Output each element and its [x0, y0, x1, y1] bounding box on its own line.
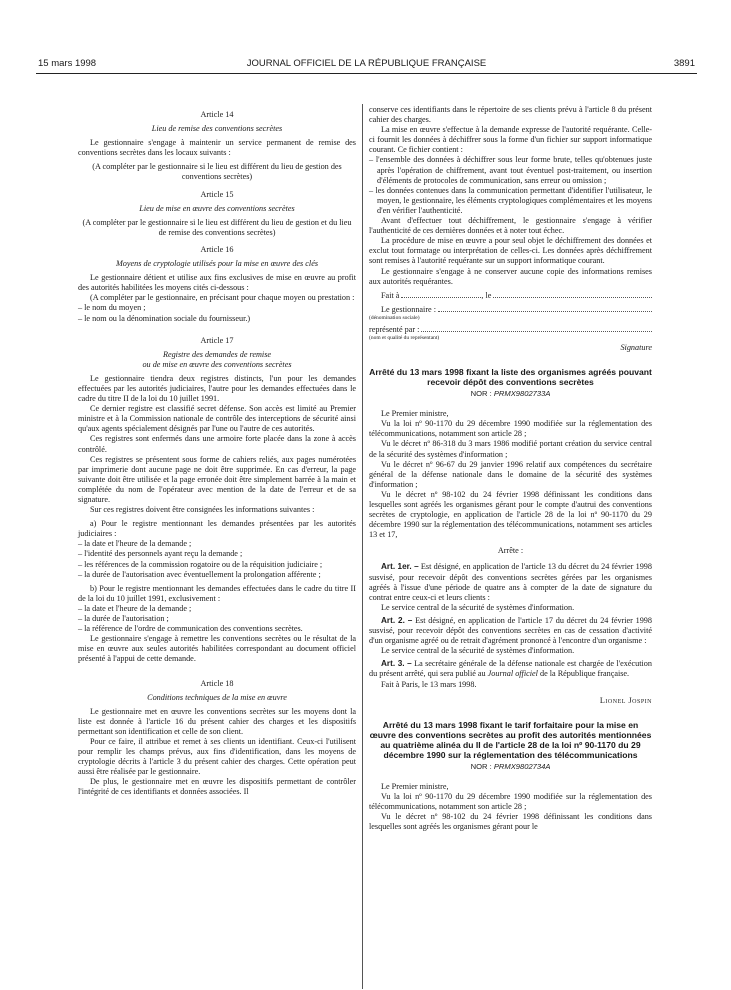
article-18-subtitle: Conditions techniques de la mise en œuvre: [147, 692, 287, 702]
paragraph: Pour ce faire, il attribue et remet à ses clients un identifiant. Ceux-ci l'utilisent pour remplir les champs prévus, aux fins d'identification, dans les moyens de cryptologie décrits à l'article 3 du présent cahier des charges. Cette opération peut aussi être réalisée par le gestionnaire.: [78, 736, 356, 777]
represente-label: représenté par :: [369, 324, 420, 334]
signature-label: Signature: [620, 342, 652, 352]
nor-label: NOR :: [470, 761, 492, 771]
paragraph: (A compléter par le gestionnaire si le lieu est différent du lieu de gestion des conventions secrètes): [92, 162, 342, 182]
article-15-title: Article 15: [200, 189, 234, 199]
paragraph: Le gestionnaire s'engage à remettre les conventions secrètes ou le résultat de la mise en œuvre aux seules autorités habilitées correspondant au document officiel présenté à l'appui de cette demande.: [78, 634, 356, 664]
list-item: – les références de la commission rogatoire ou de la réquisition judiciaire ;: [78, 559, 323, 569]
right-column: [369, 105, 652, 832]
gestionnaire-note: (dénomination sociale): [369, 314, 420, 321]
arrete-heading: Arrête :: [497, 546, 524, 556]
article-14-title: Article 14: [200, 110, 234, 119]
paragraph: Le gestionnaire met en œuvre les conventions secrètes sur les moyens dont la liste est donnée à l'article 16 du présent cahier des charges et les dispositifs permettant son identification et celle de son client.: [78, 706, 356, 736]
paragraph: Vu le décret nº 98-102 du 24 février 1998 définissant les conditions dans lesquelles sont agréés les organismes gérant pour le compte d'autrui des conventions secrètes de cryptologie, en application de l'article 28 de la loi nº 90-1170 du 29 décembre 1990 sur la réglementation des télécommunications, notamment ses articles 13 et 17,: [369, 489, 652, 540]
paragraph: Vu la loi nº 90-1170 du 29 décembre 1990 modifiée sur la réglementation des télécommunications, notamment son article 28 ;: [369, 419, 652, 439]
page-number: 3891: [673, 58, 695, 69]
article-1-text: Est désigné, en application de l'article 13 du décret du 24 février 1998 susvisé, pour recevoir dépôt des conventions secrètes gérées par les organismes agréés à l'issue d'une période de quatre ans à compter de la date de signature du contrat entre ceux-ci et leurs clients :: [369, 562, 652, 602]
gestionnaire-label: Le gestionnaire :: [381, 304, 437, 314]
paragraph: Ces registres se présentent sous forme de cahiers reliés, aux pages numérotées par imprimerie dont aucune page ne doit être supprimée. En cas d'erreur, la page suivante doit être utilisée et la page erronée doit être simplement barrée à la main et complétée du nom de l'opérateur avec mention de la date de l'erreur et de sa signature.: [78, 454, 356, 504]
paragraph: Le gestionnaire détient et utilise aux fins exclusives de mise en œuvre au profit des autorités habilitées les moyens cités ci-dessous :: [78, 273, 356, 293]
paragraph: conserve ces identifiants dans le répertoire de ses clients prévu à l'article 8 du présent cahier des charges.: [369, 105, 652, 125]
article-17-title: Article 17: [200, 335, 234, 345]
paragraph: (A compléter par le gestionnaire si le lieu est différent du lieu de gestion et du lieu de remise des conventions secrètes): [82, 217, 352, 237]
column-divider: [362, 104, 363, 989]
header-date: 15 mars 1998: [38, 58, 97, 69]
list-item: – la référence de l'ordre de communication des conventions secrètes.: [78, 624, 303, 634]
article-3-text: La secrétaire générale de la défense nationale est chargée de l'exécution du présent arrêté, qui sera publié au: [369, 659, 652, 679]
article-1-label: Art. 1er. –: [381, 562, 419, 572]
fait-a-line: [369, 290, 652, 301]
paragraph: Le service central de la sécurité de systèmes d'information.: [381, 602, 575, 612]
paragraph: De plus, le gestionnaire met en œuvre les dispositifs permettant de contrôler l'intégrité de ces identifiants et données associées. Il: [78, 777, 356, 797]
article-2-text: Est désigné, en application de l'article 17 du décret du 24 février 1998 susvisé, pour recevoir dépôt des conventions secrètes en cas de cessation d'activité d'un organisme agréé ou de retrait d'agrément prononcé à l'encontre d'un organisme :: [369, 615, 652, 646]
paragraph: Vu la loi nº 90-1170 du 29 décembre 1990 modifiée sur la réglementation des télécommunications, notamment son article 28 ;: [369, 791, 652, 811]
paragraph: Le gestionnaire s'engage à ne conserver aucune copie des informations remises aux autorités requérantes.: [369, 266, 652, 286]
paragraph: (A compléter par le gestionnaire, en précisant pour chaque moyen ou prestation :: [90, 293, 355, 303]
decree-2-nor: [369, 762, 652, 772]
paragraph: Vu le décret nº 96-67 du 29 janvier 1996 relatif aux compétences du secrétaire général de la défense nationale dans le domaine de la sécurité des systèmes d'information ;: [369, 459, 652, 489]
article-18-title: Article 18: [200, 678, 234, 688]
nor-label: NOR :: [470, 389, 492, 399]
signatory-name: Lionel Jospin: [599, 695, 652, 705]
paragraph: La procédure de mise en œuvre a pour seul objet le déchiffrement des données et exclut tout formatage ou interprétation de celles-ci. Les données après déchiffrement sont remises à l'autorité requérante sur un support informatique courant.: [369, 236, 652, 266]
paragraph: La mise en œuvre s'effectue à la demande expresse de l'autorité requérante. Celle-ci fournit les données à déchiffrer sous la forme d'un fichier sur support informatique courant. Ce fichier contient :: [369, 125, 652, 155]
represente-note: (nom et qualité du représentant): [369, 334, 440, 341]
paragraph: a) Pour le registre mentionnant les demandes présentées par les autorités judiciaires :: [78, 519, 356, 539]
list-item: – l'identité des personnels ayant reçu la demande ;: [78, 549, 243, 559]
article-16-subtitle: Moyens de cryptologie utilisés pour la mise en œuvre des clés: [115, 259, 319, 269]
article-14-subtitle: Lieu de remise des conventions secrètes: [151, 124, 283, 134]
header-rule: [36, 73, 697, 74]
represente-line: [369, 324, 652, 335]
fait-a-label: Fait à: [381, 290, 400, 300]
journal-officiel-ref: Journal officiel: [487, 669, 538, 679]
left-column: [78, 103, 356, 798]
paragraph: Vu le décret nº 98-102 du 24 février 1998 définissant les conditions dans lesquelles sont agréés les organismes gérant pour le: [369, 812, 652, 832]
article-3-text-end: de la République française.: [539, 669, 630, 679]
paragraph: Fait à Paris, le 13 mars 1998.: [381, 679, 477, 689]
paragraph: Ces registres sont enfermés dans une armoire forte placée dans la zone à accès contrôlé.: [78, 434, 356, 454]
article-16-title: Article 16: [200, 244, 234, 254]
decree-1-nor: [369, 389, 652, 399]
article-2-label: Art. 2. –: [381, 615, 413, 625]
paragraph: b) Pour le registre mentionnant les demandes effectuées dans le cadre du titre II de la loi du 10 juillet 1991, exclusivement :: [78, 583, 356, 603]
list-item: – la durée de l'autorisation ;: [78, 614, 169, 624]
paragraph: Ce dernier registre est classifié secret défense. Son accès est limité au Premier ministre et à la Commission nationale de contrôle des interceptions de sécurité ainsi qu'aux agents spécialement désignés par l'une ou l'autre de ces autorités.: [78, 404, 356, 434]
paragraph: Le gestionnaire s'engage à maintenir un service permanent de remise des conventions secrètes dans les locaux suivants :: [78, 138, 356, 158]
article-1: [369, 562, 652, 602]
paragraph: Vu le décret nº 86-318 du 3 mars 1986 modifié portant création du service central de la sécurité des systèmes d'information ;: [369, 439, 652, 459]
article-3-label: Art. 3. –: [381, 659, 412, 669]
list-item: – les données contenues dans la communication permettant d'identifier l'utilisateur, le moyen, le gestionnaire, les éléments cryptologiques complémentaires et les moyens d'en vérifier l'authenticité.: [369, 185, 652, 215]
page-header: [38, 58, 695, 72]
journal-title: JOURNAL OFFICIEL DE LA RÉPUBLIQUE FRANÇAISE: [246, 58, 487, 69]
paragraph: Le Premier ministre,: [381, 409, 449, 419]
list-item: – la date et l'heure de la demande ;: [78, 603, 192, 613]
paragraph: Sur ces registres doivent être consignées les informations suivantes :: [90, 505, 315, 515]
nor-code: PRMX9802733A: [493, 389, 551, 399]
article-17-subtitle: Registre des demandes de remise: [162, 349, 272, 359]
decree-1-title: Arrêté du 13 mars 1998 fixant la liste des organismes agréés pouvant recevoir dépôt des conventions secrètes: [369, 367, 652, 388]
paragraph: Le gestionnaire tiendra deux registres distincts, l'un pour les demandes effectuées par les autorités judiciaires, l'autre pour les demandes effectuées dans le cadre du titre II de la loi du 10 juillet 1991.: [78, 373, 356, 404]
le-label: , le: [481, 290, 492, 300]
list-item: – le nom du moyen ;: [78, 303, 146, 313]
list-item: – le nom ou la dénomination sociale du fournisseur.): [78, 313, 251, 323]
list-item: – la date et l'heure de la demande ;: [78, 539, 192, 549]
list-item: – l'ensemble des données à déchiffrer sous leur forme brute, telles qu'obtenues juste après l'opération de chiffrement, avant tout éventuel post-traitement, ou insertion d'éléments de protocoles de communication, sans erreur ou omission ;: [369, 155, 652, 185]
decree-2-title: Arrêté du 13 mars 1998 fixant le tarif forfaitaire pour la mise en œuvre des conventions secrètes au profit des autorités mentionnées au quatrième alinéa du II de l'article 28 de la loi nº 90-1170 du 29 décembre 1990 sur la réglementation des télécommunications: [369, 719, 652, 760]
nor-code: PRMX9802734A: [493, 761, 551, 771]
article-3: [369, 659, 652, 679]
article-15-subtitle: Lieu de mise en œuvre des conventions secrètes: [139, 203, 295, 213]
article-17-subtitle-2: ou de mise en œuvre des conventions secrètes: [142, 359, 292, 369]
list-item: – la durée de l'autorisation avec éventuellement la prolongation afférente ;: [78, 569, 321, 579]
paragraph: Le Premier ministre,: [381, 781, 449, 791]
paragraph: Le service central de la sécurité de systèmes d'information.: [381, 646, 575, 656]
gestionnaire-line: [369, 304, 652, 315]
article-2: [369, 616, 652, 646]
paragraph: Avant d'effectuer tout déchiffrement, le gestionnaire s'engage à vérifier l'authenticité de ces dernières données et à noter tout échec.: [369, 216, 652, 236]
